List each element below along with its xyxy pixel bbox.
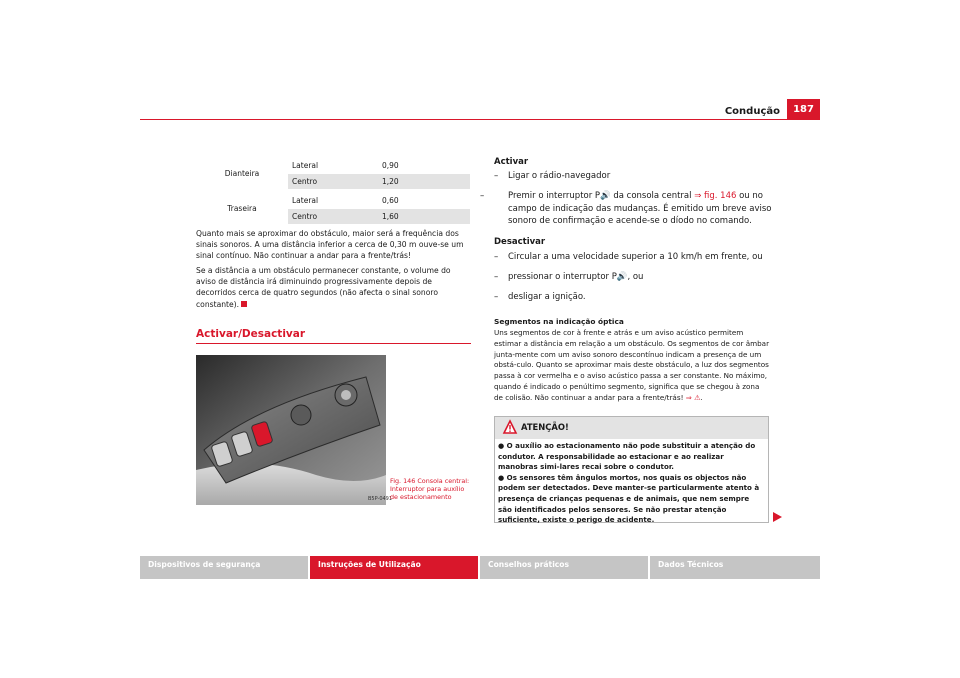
figure-reference-link[interactable]: ⇒ fig. 146 <box>694 191 737 201</box>
section-title: Activar/Desactivar <box>196 328 306 340</box>
footer-tab-safety[interactable]: Dispositivos de segurança <box>140 556 308 579</box>
chapter-title: Condução <box>724 106 780 117</box>
figure-code: B5P-0491 <box>368 496 393 502</box>
section-rule <box>196 343 471 344</box>
warning-bullet: ● Os sensores têm ângulos mortos, nos quais os objectos não podem ser detectados. Deve manter-se particularmente atento à presença de crianças pequenas e de animais, que nem sempre são identificados pelos sensores. Se não prestar atenção suficiente, existe o perigo de acidente. <box>498 472 760 525</box>
list-item: – pressionar o interruptor P🔊, ou <box>494 272 644 282</box>
table-cell-position: Lateral <box>292 161 319 171</box>
activar-heading: Activar <box>494 157 529 167</box>
warning-triangle-icon <box>503 420 517 434</box>
footer-tab-tips[interactable]: Conselhos práticos <box>480 556 648 579</box>
table-cell-position: Centro <box>288 209 378 225</box>
warning-box <box>494 416 769 523</box>
header-rule <box>140 119 820 120</box>
distance-table <box>196 158 470 224</box>
desactivar-heading: Desactivar <box>494 237 546 247</box>
table-cell-value: 1,60 <box>378 209 470 225</box>
list-item: – Circular a uma velocidade superior a 10 km/h em frente, ou <box>494 252 763 262</box>
table-cell-value: 0,90 <box>382 161 399 171</box>
table-row <box>196 193 470 209</box>
table-cell-position: Centro <box>288 174 378 190</box>
warning-header <box>495 417 768 439</box>
warning-label: ATENÇÃO! <box>521 422 569 432</box>
table-cell-value: 0,60 <box>382 196 399 206</box>
figure-caption: Fig. 146 Consola central: Interruptor para auxílio de estacionamento <box>390 477 470 501</box>
list-item: – Premir o interruptor P🔊 da consola central ⇒ fig. 146 ou no campo de indicação das mudanças. É emitido um breve aviso sonoro de confirmação e acende-se o díodo no comando. <box>480 191 772 226</box>
footer-tab-instructions[interactable]: Instruções de Utilização <box>310 556 478 579</box>
list-item: – desligar a ignição. <box>494 292 586 302</box>
segmentos-paragraph: Uns segmentos de cor à frente e atrás e um aviso acústico permitem estimar a distância em relação a um obstáculo. Os segmentos de cor âmbar junta-mente com um aviso sonoro descontínuo indicam a presença de um obstá-culo. Quanto se aproximar mais deste obstáculo, a luz dos segmentos passa à cor vermelha e o aviso acústico passa a ser constante. No máximo, quando é indicado o penúltimo segmento, significa que se chegou à zona de colisão. Não continuar a andar para a frente/trás! ⇒ ⚠. <box>494 328 770 402</box>
parking-switch-icon: P🔊 <box>594 191 611 201</box>
continue-arrow-icon <box>773 512 782 522</box>
table-cell-value: 1,20 <box>378 174 470 190</box>
footer-tab-technical[interactable]: Dados Técnicos <box>650 556 820 579</box>
table-row <box>196 158 470 174</box>
table-group-label: Traseira <box>196 193 288 224</box>
center-console-photo <box>196 355 393 505</box>
end-of-section-mark <box>241 301 247 307</box>
table-group-label: Dianteira <box>196 158 288 189</box>
warning-reference-link[interactable]: ⇒ ⚠ <box>685 392 701 402</box>
list-item: – Ligar o rádio-navegador <box>494 171 611 181</box>
warning-body <box>495 439 768 526</box>
body-paragraph: Se a distância a um obstáculo permanecer constante, o volume do aviso de distância irá diminuindo progressivamente depois de decorridos cerca de quatro segundos (não afecta o sinal sonoro constante). <box>196 266 451 309</box>
body-paragraph: Quanto mais se aproximar do obstáculo, maior será a frequência dos sinais sonoros. A uma distância inferior a cerca de 0,30 m ouve-se um sinal contínuo. Não continuar a andar para a frente/trás! <box>196 229 464 261</box>
segmentos-heading: Segmentos na indicação óptica <box>494 317 624 326</box>
warning-triangle-icon: ⚠ <box>694 392 701 402</box>
table-cell-position: Lateral <box>292 196 319 206</box>
page-number: 187 <box>787 99 820 120</box>
parking-switch-icon: P🔊 <box>611 272 628 282</box>
warning-bullet: ● O auxílio ao estacionamento não pode substituir a atenção do condutor. A responsabilidade ao estacionar e ao realizar manobras simi-lares recai sobre o condutor. <box>498 441 756 472</box>
